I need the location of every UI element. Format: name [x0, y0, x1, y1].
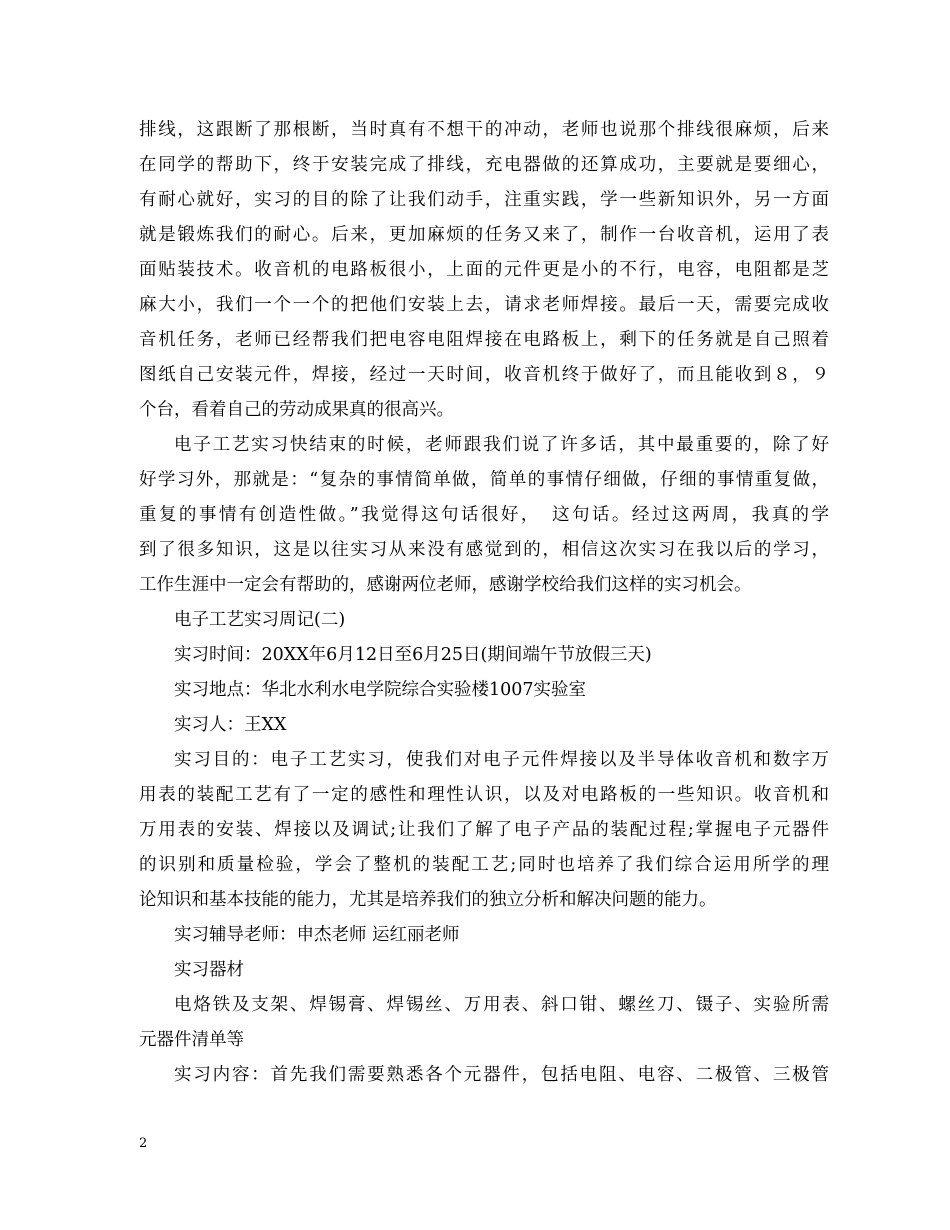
- text-line: 的识别和质量检验，学会了整机的装配工艺;同时也培养了我们综合运用所学的理: [139, 855, 829, 875]
- paragraph-start-line: 实习目的：电子工艺实习，使我们对电子元件焊接以及半导体收音机和数字万: [174, 750, 829, 770]
- intern-name: 实习人：王XX: [174, 715, 287, 735]
- text-line: 好学习外，那就是：“复杂的事情简单做，简单的事情仔细做，仔细的事情重复做，: [139, 470, 829, 490]
- text-line: 在同学的帮助下，终于安装完成了排线，充电器做的还算成功，主要就是要细心，: [139, 155, 829, 175]
- paragraph-start-line: 实习内容：首先我们需要熟悉各个元器件，包括电阻、电容、二极管、三极管: [174, 1065, 829, 1085]
- text-line: 到了很多知识，这是以往实习从来没有感觉到的，相信这次实习在我以后的学习，: [139, 540, 829, 560]
- internship-time: 实习时间：20XX年6月12日至6月25日(期间端午节放假三天): [174, 645, 652, 665]
- text-line: 重复的事情有创造性做。”我觉得这句话很好， 这句话。经过这两周，我真的学: [139, 505, 829, 525]
- text-line: 工作生涯中一定会有帮助的，感谢两位老师，感谢学校给我们这样的实习机会。: [139, 575, 752, 595]
- page-number: 2: [139, 1136, 148, 1151]
- equipment-heading: 实习器材: [174, 960, 244, 980]
- text-line: 有耐心就好，实习的目的除了让我们动手，注重实践，学一些新知识外，另一方面: [139, 190, 829, 210]
- paragraph-start-line: 电子工艺实习快结束的时候，老师跟我们说了许多话，其中最重要的，除了好: [174, 435, 829, 455]
- instructors-line: 实习辅导老师：申杰老师 运红丽老师: [174, 925, 460, 945]
- paragraph-start-line: 电烙铁及支架、焊锡膏、焊锡丝、万用表、斜口钳、螺丝刀、镊子、实验所需: [174, 995, 829, 1015]
- text-line: 用表的装配工艺有了一定的感性和理性认识，以及对电路板的一些知识。收音机和: [139, 785, 829, 805]
- text-line: 面贴装技术。收音机的电路板很小，上面的元件更是小的不行，电容，电阻都是芝: [139, 260, 829, 280]
- text-line: 音机任务，老师已经帮我们把电容电阻焊接在电路板上，剩下的任务就是自己照着: [139, 330, 829, 350]
- text-line: 论知识和基本技能的能力，尤其是培养我们的独立分析和解决问题的能力。: [139, 890, 717, 910]
- text-line: 万用表的安装、焊接以及调试;让我们了解了电子产品的装配过程;掌握电子元器件: [139, 820, 829, 840]
- text-line: 麻大小，我们一个一个的把他们安装上去，请求老师焊接。最后一天，需要完成收: [139, 295, 829, 315]
- text-line: 排线，这跟断了那根断，当时真有不想干的冲动，老师也说那个排线很麻烦，后来: [139, 120, 829, 140]
- text-line: 个台，看着自己的劳动成果真的很高兴。: [139, 400, 454, 420]
- document-body: [139, 113, 829, 1093]
- text-line: 图纸自己安装元件，焊接，经过一天时间，收音机终于做好了，而且能收到８，９: [139, 365, 829, 385]
- section-heading: 电子工艺实习周记(二): [174, 610, 346, 630]
- text-line: 就是锻炼我们的耐心。后来，更加麻烦的任务又来了，制作一台收音机，运用了表: [139, 225, 829, 245]
- text-line: 元器件清单等: [139, 1030, 244, 1050]
- internship-location: 实习地点：华北水利水电学院综合实验楼1007实验室: [174, 680, 587, 700]
